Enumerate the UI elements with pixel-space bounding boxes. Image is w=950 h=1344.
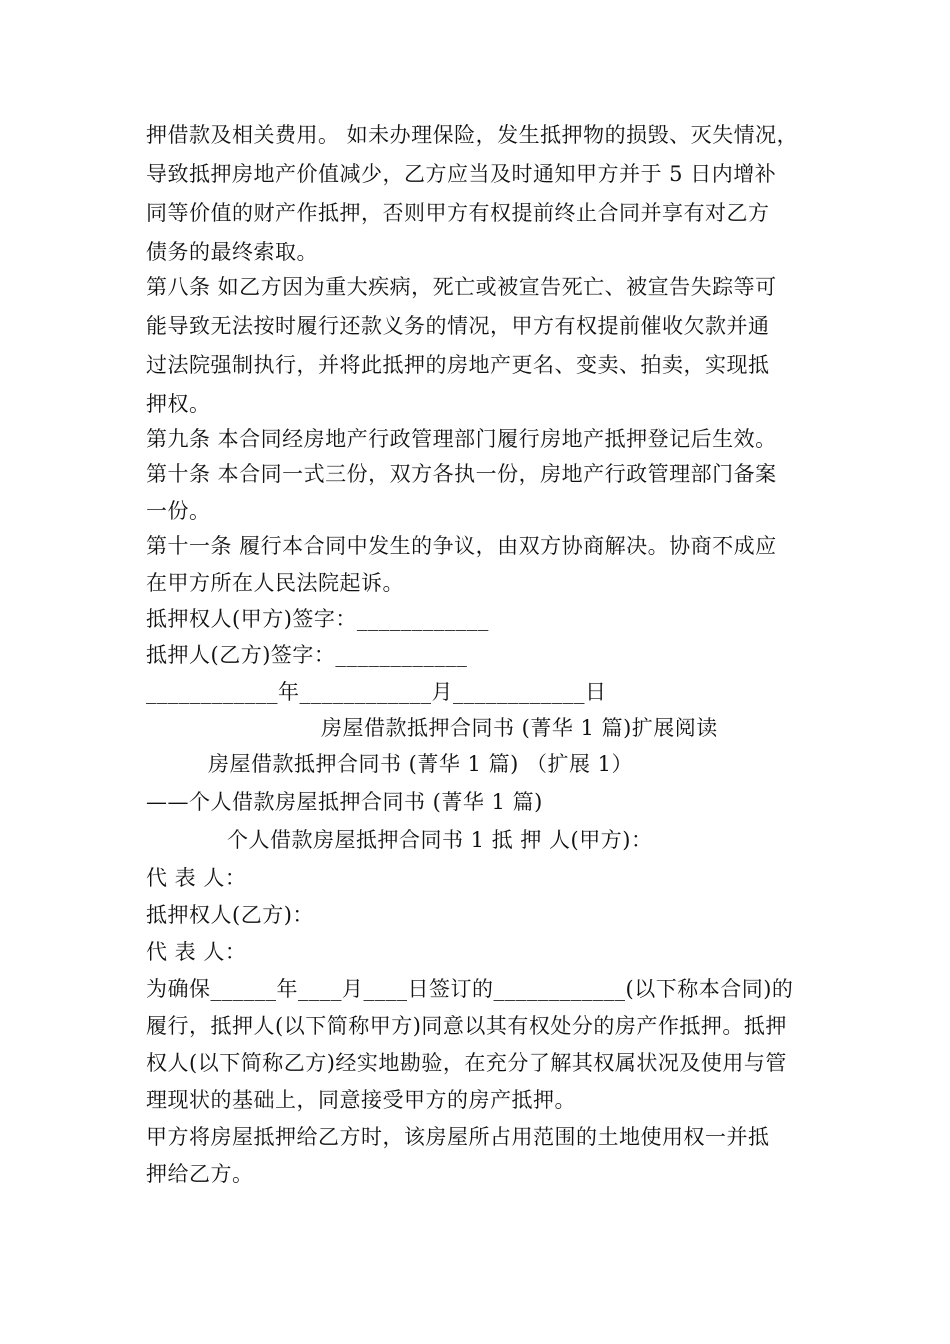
article-10-line: 第十条 本合同一式三份，双方各执一份，房地产行政管理部门备案 (146, 462, 777, 486)
representative-label: 代 表 人： (146, 866, 247, 890)
extended-reading-title: 房屋借款抵押合同书 (菁华 1 篇)扩展阅读 (321, 716, 718, 740)
mortgagee-signature-line: 抵押权人(甲方)签字：____________ (146, 607, 489, 631)
mortgagee-party-label: 抵押权人(乙方)： (146, 903, 314, 927)
article-8-line: 第八条 如乙方因为重大疾病，死亡或被宣告死亡、被宣告失踪等可 (146, 275, 777, 299)
land-use-paragraph-line: 甲方将房屋抵押给乙方时，该房屋所占用范围的土地使用权一并抵 (146, 1125, 770, 1149)
article-11-line: 在甲方所在人民法院起诉。 (146, 571, 404, 595)
date-line: ____________年____________月____________日 (146, 680, 607, 704)
article-8-line: 能导致无法按时履行还款义务的情况，甲方有权提前催收欠款并通 (146, 314, 770, 338)
extension-subtitle: ——个人借款房屋抵押合同书 (菁华 1 篇) (146, 790, 543, 814)
article-9: 第九条 本合同经房地产行政管理部门履行房地产抵押登记后生效。 (146, 427, 777, 451)
representative-label: 代 表 人： (146, 940, 247, 964)
article-11-line: 第十一条 履行本合同中发生的争议，由双方协商解决。协商不成应 (146, 534, 777, 558)
intro-paragraph-line: 权人(以下简称乙方)经实地勘验，在充分了解其权属状况及使用与管 (146, 1051, 787, 1075)
paragraph-line: 导致抵押房地产价值减少，乙方应当及时通知甲方并于 5 日内增补 (146, 162, 777, 186)
mortgagor-signature-line: 抵押人(乙方)签字：____________ (146, 643, 468, 667)
article-8-line: 过法院强制执行，并将此抵押的房地产更名、变卖、拍卖，实现抵 (146, 353, 770, 377)
intro-paragraph-line: 履行，抵押人(以下简称甲方)同意以其有权处分的房产作抵押。抵押 (146, 1014, 787, 1038)
paragraph-line: 债务的最终索取。 (146, 240, 318, 264)
paragraph-line: 押借款及相关费用。 如未办理保险，发生抵押物的损毁、灭失情况， (146, 123, 799, 147)
intro-paragraph-line: 理现状的基础上，同意接受甲方的房产抵押。 (146, 1088, 576, 1112)
article-10-line: 一份。 (146, 499, 211, 523)
contract-heading: 个人借款房屋抵押合同书 1 抵 押 人(甲方)： (227, 828, 653, 852)
article-8-line: 押权。 (146, 392, 211, 416)
paragraph-line: 同等价值的财产作抵押，否则甲方有权提前终止合同并享有对乙方 (146, 201, 770, 225)
intro-paragraph-line: 为确保______年____月____日签订的____________(以下称本合同)的 (146, 977, 794, 1001)
land-use-paragraph-line: 押给乙方。 (146, 1162, 254, 1186)
extension-title: 房屋借款抵押合同书 (菁华 1 篇) （扩展 1） (208, 752, 633, 776)
